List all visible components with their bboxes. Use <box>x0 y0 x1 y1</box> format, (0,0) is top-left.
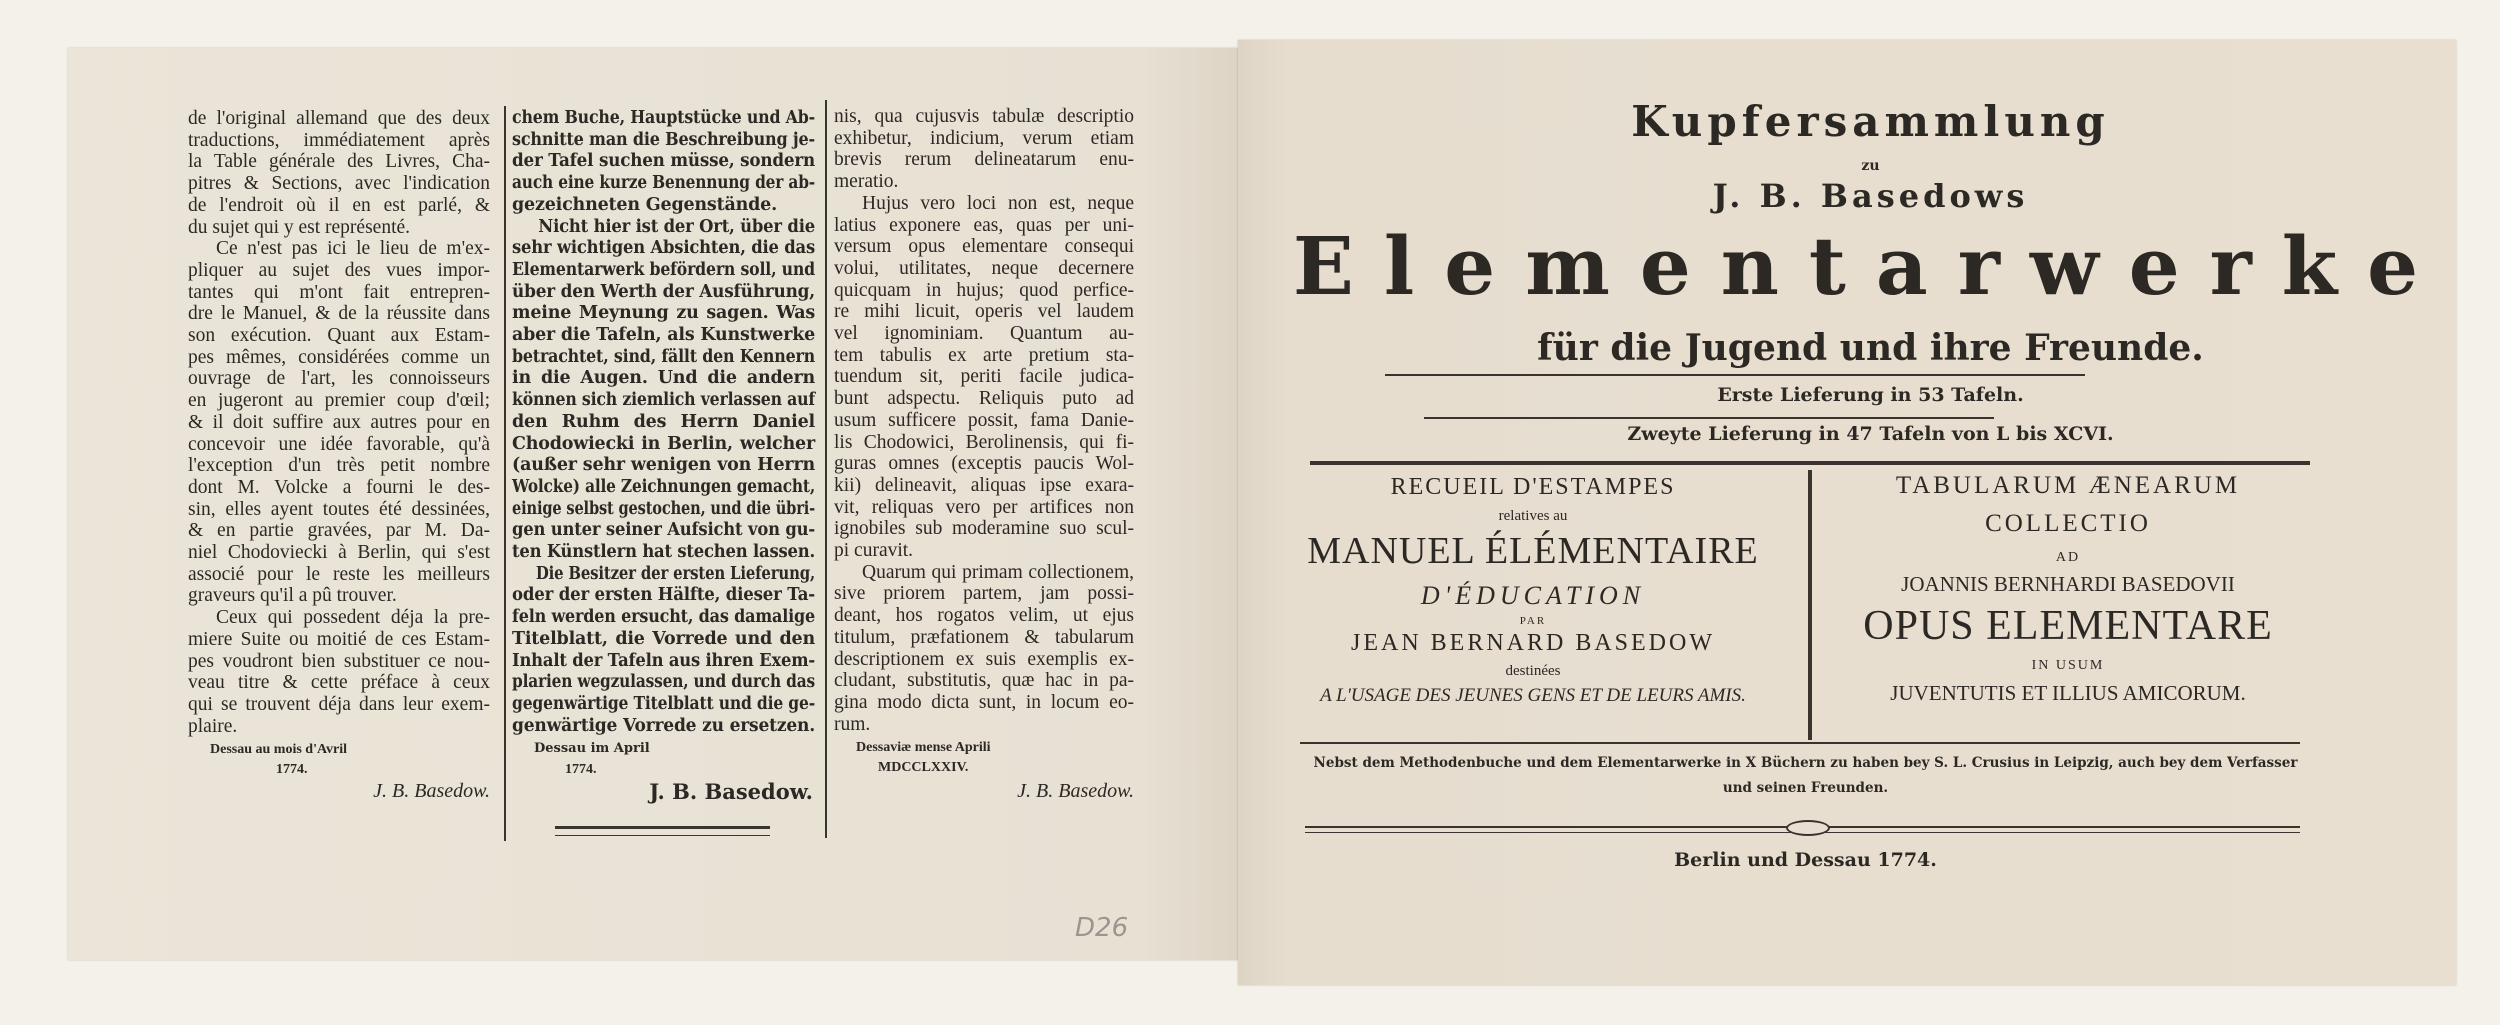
french-signature: J. B. Basedow. <box>373 780 490 802</box>
text-line: nis, qua cujusvis tabulæ descriptio <box>834 106 1134 127</box>
title-kupfersammlung: Kupfersammlung <box>1631 97 2110 146</box>
latin-signature: J. B. Basedow. <box>1017 780 1134 802</box>
text-line: ten Künstlern hat stechen lassen. <box>512 542 815 563</box>
text-line: gegenwärtige Titelblatt und die ge- <box>512 693 815 714</box>
text-line: pliquer au sujet des vues impor- <box>188 259 490 281</box>
latin-title-l1: TABULARUM ÆNEARUM <box>1895 472 2241 499</box>
text-line: auch eine kurze Benennung der ab- <box>512 173 815 194</box>
text-line: tuendum sit, periti facile judica- <box>834 366 1134 388</box>
text-line: Ceux qui possedent déja la pre- <box>216 607 490 629</box>
text-line: pitres & Sections, avec l'indication <box>188 173 490 195</box>
rule <box>1300 742 2300 744</box>
text-line: plarien wegzulassen, und durch das <box>512 672 815 693</box>
text-line: en jugeront au premier coup d'œil; <box>188 390 490 412</box>
text-line: & en partie gravées, par M. Da- <box>188 520 490 542</box>
text-line: betrachtet, sind, fällt den Kennern <box>512 346 815 367</box>
text-line: der Tafel suchen müsse, sondern <box>512 151 815 172</box>
text-line: dont M. Volcke a fourni le des- <box>188 476 490 498</box>
title-zu: zu <box>1861 158 1880 174</box>
text-line: deant, hos rogatos velim, ut ejus <box>834 605 1134 627</box>
text-line: bunt adspectu. Reliquis puto ad <box>834 388 1134 410</box>
text-line: la Table générale des Livres, Cha- <box>188 151 490 173</box>
text-line: gen unter seiner Aufsicht von gu- <box>512 520 815 541</box>
french-year: 1774. <box>276 762 308 777</box>
french-title-l4: D'ÉDUCATION <box>1420 581 1646 610</box>
text-line: (außer sehr wenigen von Herrn <box>512 455 815 476</box>
french-title-l6: JEAN BERNARD BASEDOW <box>1350 630 1715 656</box>
text-line: exhibetur, indicium, verum etiam <box>834 127 1134 149</box>
text-line: de l'endroit où il en est parlé, & <box>188 194 490 216</box>
french-title-l5: PAR <box>1519 615 1547 627</box>
text-line: genwärtige Vorrede zu ersetzen. <box>512 715 815 736</box>
latin-title-l4: JOANNIS BERNHARDI BASEDOVII <box>1901 572 2235 596</box>
publisher-notice-line2: und seinen Freunden. <box>1722 780 1889 796</box>
text-line: quicquam in hujus; quod perfice- <box>834 279 1134 301</box>
text-line: usum sufficere possit, fama Danie- <box>834 409 1134 431</box>
text-line: Wolcke) alle Zeichnungen gemacht, <box>512 476 815 497</box>
text-line: Chodowiecki in Berlin, welcher <box>512 433 815 454</box>
text-line: sehr wichtigen Absichten, die das <box>512 238 815 259</box>
text-line: dre le Manuel, & de la réussite dans <box>188 303 490 325</box>
text-line: pi curavit. <box>834 540 914 562</box>
text-line: chem Buche, Hauptstücke und Ab- <box>512 108 815 128</box>
title-subtitle: für die Jugend und ihre Freunde. <box>1537 327 2204 369</box>
text-line: graveurs qu'il a pû trouver. <box>188 585 397 607</box>
french-title-l8: A L'USAGE DES JEUNES GENS ET DE LEURS AMIS. <box>1320 685 1746 706</box>
title-author: J. B. Basedows <box>1712 177 2029 215</box>
french-title-l2: relatives au <box>1498 508 1568 524</box>
german-signature: J. B. Basedow. <box>649 779 813 804</box>
german-year: 1774. <box>565 762 597 777</box>
text-line: plaire. <box>188 715 238 737</box>
text-line: den Ruhm des Herrn Daniel <box>512 411 815 432</box>
text-line: veau titre & cette préface à ceux <box>188 672 490 694</box>
text-line: miere Suite ou moitié de ces Estam- <box>188 628 490 650</box>
text-line: versum opus elementare consequi <box>834 236 1134 258</box>
latin-title-l7: JUVENTUTIS ET ILLIUS AMICORUM. <box>1890 681 2246 705</box>
text-line: ouvrage de l'art, les connoisseurs <box>188 368 490 390</box>
text-line: & il doit suffire aux autres pour en <box>188 411 490 433</box>
first-delivery: Erste Lieferung in 53 Tafeln. <box>1717 384 2024 406</box>
text-line: feln werden ersucht, das damalige <box>512 607 815 628</box>
text-line: latius exponere eas, quas per uni- <box>834 214 1134 236</box>
text-line: Quarum qui primam collectionem, <box>862 561 1134 583</box>
column-divider <box>825 100 827 838</box>
text-line: qui se trouvent déja dans leur exem- <box>188 693 490 715</box>
text-line: du sujet qui y est représenté. <box>188 216 411 238</box>
text-line: meratio. <box>834 171 899 193</box>
text-line: descriptionem ex suis exemplis ex- <box>834 648 1134 670</box>
text-line: Elementarwerk befördern soll, und <box>512 259 815 280</box>
text-line: können sich ziemlich verlassen auf <box>512 390 815 411</box>
text-line: aber die Tafeln, als Kunstwerke <box>512 325 815 346</box>
text-line: ignobiles sub moderamine suo scul- <box>834 518 1134 540</box>
latin-text-column <box>834 106 1134 735</box>
title-page <box>1238 40 2456 985</box>
latin-title-l6: IN USUM <box>2031 658 2105 673</box>
latin-title-l3: AD <box>2055 550 2081 565</box>
text-line: vit, reliquas vero per artifices non <box>834 496 1134 518</box>
text-line: sive priorem partem, jam possi- <box>834 583 1134 605</box>
text-line: volui, utilitates, neque decernere <box>834 257 1134 279</box>
rule <box>1385 374 2085 376</box>
left-page-preface <box>68 48 1238 960</box>
text-line: Hujus vero loci non est, neque <box>862 192 1134 214</box>
text-line: traductions, immédiatement après <box>188 129 490 151</box>
text-line: Inhalt der Tafeln aus ihren Exem- <box>512 650 815 671</box>
text-line: de l'original allemand que des deux <box>188 108 490 129</box>
latin-title-l2: COLLECTIO <box>1985 510 2151 537</box>
text-line: tem tabulis ex arte pretium sta- <box>834 344 1134 366</box>
german-place-date: Dessau im April <box>534 741 650 756</box>
imprint: Berlin und Dessau 1774. <box>1674 849 1937 871</box>
text-line: titulum, præfationem & tabularum <box>834 626 1134 648</box>
text-line: cludant, substitutis, quæ hac in pa- <box>834 670 1134 692</box>
ornamental-rule <box>555 826 770 836</box>
text-line: tantes qui m'ont fait entrepren- <box>188 281 490 303</box>
text-line: guras omnes (exceptis paucis Wol- <box>834 453 1134 475</box>
text-line: associé pour le reste les meilleurs <box>188 563 490 585</box>
text-line: meine Meynung zu sagen. Was <box>512 303 815 324</box>
text-line: gina modo dicta sunt, in locum eo- <box>834 691 1134 713</box>
text-line: pes voudront bien substituer ce nou- <box>188 650 490 672</box>
text-line: lis Chodowici, Berolinensis, qui fi- <box>834 431 1134 453</box>
text-line: gezeichneten Gegenstände. <box>512 194 777 215</box>
text-line: pes mêmes, considérées comme un <box>188 346 490 368</box>
latin-year: MDCCLXXIV. <box>878 760 969 775</box>
text-line: brevis rerum delineatarum enu- <box>834 149 1134 171</box>
second-delivery: Zweyte Lieferung in 47 Tafeln von L bis XCVI. <box>1627 423 2114 445</box>
text-line: Die Besitzer der ersten Lieferung, <box>535 563 815 584</box>
column-divider <box>504 106 506 841</box>
text-line: einige selbst gestochen, und die übri- <box>512 498 815 519</box>
text-line: kii) delineavit, aliquas ipse exara- <box>834 474 1134 496</box>
text-line: son exécution. Quant aux Estam- <box>188 325 490 347</box>
text-line: in die Augen. Und die andern <box>512 368 815 389</box>
french-title-l3: MANUEL ÉLÉMENTAIRE <box>1307 530 1759 572</box>
text-line: vel ignominiam. Quantum au- <box>834 323 1134 345</box>
rule-ornament <box>1786 820 1830 836</box>
french-title-l1: RECUEIL D'ESTAMPES <box>1390 474 1676 500</box>
text-line: Ce n'est pas ici le lieu de m'ex- <box>216 238 490 260</box>
text-line: niel Chodoviecki à Berlin, qui s'est <box>188 542 490 564</box>
text-line: l'exception d'un très petit nombre <box>188 455 490 477</box>
text-line: rum. <box>834 713 871 735</box>
french-place-date: Dessau au mois d'Avril <box>210 742 348 757</box>
text-line: schnitte man die Beschreibung je- <box>512 129 815 150</box>
text-line: oder der ersten Hälfte, dieser Ta- <box>512 585 815 606</box>
latin-place-date: Dessaviæ mense Aprili <box>856 740 991 755</box>
french-text-column <box>188 108 490 737</box>
text-line: concevoir une idée favorable, qu'à <box>188 433 490 455</box>
title-main: Elementarwerke <box>1292 219 2449 313</box>
latin-title-l5: OPUS ELEMENTARE <box>1863 603 2273 649</box>
pencil-inventory-mark: D26 <box>1075 913 1129 943</box>
german-text-column <box>512 108 815 737</box>
thick-rule <box>1310 461 2310 465</box>
text-line: re mihi licuit, operis vel laudem <box>834 301 1134 323</box>
text-line: Nicht hier ist der Ort, über die <box>538 216 815 237</box>
publisher-notice-line1: Nebst dem Methodenbuche und dem Elementarwerke in X Büchern zu haben bey S. L. Crusius in Leipzig, auch bey dem Verfasser <box>1313 755 2298 771</box>
french-title-l7: destinées <box>1505 663 1561 679</box>
rule <box>1424 417 1994 419</box>
center-divider <box>1808 470 1812 740</box>
text-line: Titelblatt, die Vorrede und den <box>512 628 815 649</box>
text-line: sin, elles ayent toutes été dessinées, <box>188 498 490 520</box>
text-line: über den Werth der Ausführung, <box>512 281 815 302</box>
